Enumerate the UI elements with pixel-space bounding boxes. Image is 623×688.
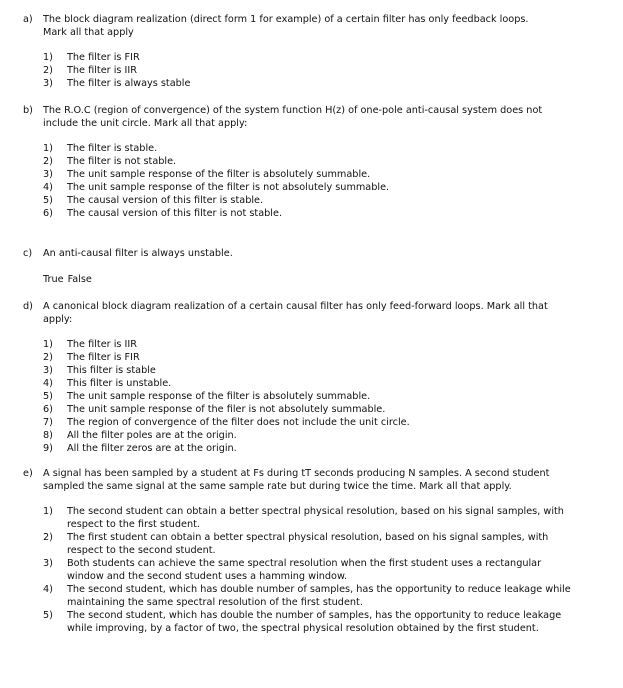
option-number: 1) [43, 339, 53, 350]
option-number: 3) [43, 78, 53, 89]
answer-option[interactable] [43, 51, 553, 64]
answer-option[interactable] [43, 442, 553, 455]
option-text: The filter is not stable. [67, 156, 177, 167]
option-text: All the filter zeros are at the origin. [67, 443, 237, 454]
option-number: 2) [43, 352, 53, 363]
option-text: The filter is FIR [67, 352, 140, 363]
answer-option[interactable] [43, 142, 553, 155]
answer-option[interactable] [43, 429, 553, 442]
option-number: 6) [43, 404, 53, 415]
option-text: The second student, which has double number of samples, has the opportunity to reduce leakage while maintaining the same spectral resolution of the first student. [67, 584, 571, 608]
option-text: The filter is stable. [67, 143, 158, 154]
true-false-options [43, 273, 553, 286]
option-number: 9) [43, 443, 53, 454]
question-text: The R.O.C (region of convergence) of the system function H(z) of one-pole anti-causal system does not include the unit circle. Mark all that apply: [43, 105, 543, 129]
option-text: This filter is unstable. [67, 378, 172, 389]
option-text: This filter is stable [67, 365, 156, 376]
answer-option[interactable] [43, 416, 553, 429]
option-number: 2) [43, 156, 53, 167]
option-text: The region of convergence of the filter does not include the unit circle. [67, 417, 410, 428]
answer-option[interactable] [43, 583, 573, 609]
option-true[interactable]: True [43, 274, 64, 285]
question-text: The block diagram realization (direct form 1 for example) of a certain filter has only feedback loops. Mark all that apply [43, 14, 529, 38]
option-number: 4) [43, 182, 53, 193]
answer-list [43, 505, 573, 635]
answer-option[interactable] [43, 181, 553, 194]
option-number: 5) [43, 391, 53, 402]
option-text: The filter is FIR [67, 52, 140, 63]
answer-option[interactable] [43, 390, 553, 403]
option-text: Both students can achieve the same spectral resolution when the first student uses a rectangular window and the second student uses a hamming window. [67, 558, 542, 582]
answer-list [43, 338, 553, 455]
option-number: 7) [43, 417, 53, 428]
option-text: The unit sample response of the filter is absolutely summable. [67, 169, 371, 180]
question-label: a) [23, 14, 33, 25]
option-number: 8) [43, 430, 53, 441]
option-text: The causal version of this filter is not stable. [67, 208, 283, 219]
question-text: An anti-causal filter is always unstable. [43, 248, 233, 259]
question-text: A canonical block diagram realization of a certain causal filter has only feed-forward loops. Mark all that apply: [43, 301, 548, 325]
question-b [23, 104, 583, 220]
question-label: b) [23, 105, 33, 116]
option-number: 3) [43, 365, 53, 376]
question-c [23, 247, 583, 286]
option-number: 6) [43, 208, 53, 219]
option-false[interactable]: False [67, 274, 92, 285]
option-number: 3) [43, 169, 53, 180]
question-a [23, 13, 583, 90]
option-text: The filter is IIR [67, 65, 137, 76]
question-e [23, 467, 583, 635]
option-text: The causal version of this filter is stable. [67, 195, 264, 206]
answer-option[interactable] [43, 403, 553, 416]
question-label: e) [23, 468, 33, 479]
option-text: The first student can obtain a better spectral physical resolution, based on his signal samples, with respect to the second student. [67, 532, 549, 556]
answer-option[interactable] [43, 364, 553, 377]
answer-option[interactable] [43, 155, 553, 168]
answer-option[interactable] [43, 194, 553, 207]
option-number: 2) [43, 65, 53, 76]
option-text: All the filter poles are at the origin. [67, 430, 237, 441]
answer-option[interactable] [43, 505, 573, 531]
option-text: The unit sample response of the filter is absolutely summable. [67, 391, 371, 402]
question-label: c) [23, 248, 33, 259]
question-text: A signal has been sampled by a student at Fs during tT seconds producing N samples. A second student sampled the same signal at the same sample rate but during twice the time. Mark all that apply. [43, 468, 550, 492]
option-number: 3) [43, 558, 53, 569]
option-text: The filter is always stable [67, 78, 191, 89]
answer-option[interactable] [43, 377, 553, 390]
question-label: d) [23, 301, 33, 312]
answer-list [43, 142, 553, 220]
answer-option[interactable] [43, 168, 553, 181]
answer-option[interactable] [43, 64, 553, 77]
option-text: The unit sample response of the filter is not absolutely summable. [67, 182, 390, 193]
answer-option[interactable] [43, 351, 553, 364]
answer-list [43, 51, 553, 90]
answer-option[interactable] [43, 207, 553, 220]
option-number: 2) [43, 532, 53, 543]
option-text: The second student can obtain a better spectral physical resolution, based on his signal samples, with respect to the first student. [67, 506, 564, 530]
option-number: 5) [43, 610, 53, 621]
answer-option[interactable] [43, 609, 573, 635]
answer-option[interactable] [43, 77, 553, 90]
answer-option[interactable] [43, 557, 573, 583]
option-number: 1) [43, 52, 53, 63]
answer-option[interactable] [43, 338, 553, 351]
option-number: 5) [43, 195, 53, 206]
question-d [23, 300, 583, 455]
option-text: The filter is IIR [67, 339, 137, 350]
option-text: The unit sample response of the filer is not absolutely summable. [67, 404, 386, 415]
option-text: The second student, which has double the number of samples, has the opportunity to reduce leakage while improving, by a factor of two, the spectral physical resolution obtained by the first student. [67, 610, 562, 634]
option-number: 4) [43, 584, 53, 595]
option-number: 1) [43, 506, 53, 517]
option-number: 4) [43, 378, 53, 389]
option-number: 1) [43, 143, 53, 154]
answer-option[interactable] [43, 531, 573, 557]
